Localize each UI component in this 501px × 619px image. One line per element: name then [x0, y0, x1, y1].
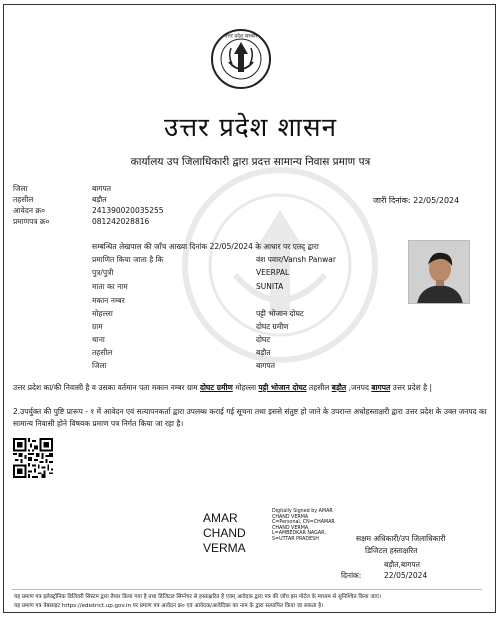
field-label-tehsil: तहसील [92, 348, 113, 357]
meta-value-certificate-no: 081242028816 [92, 217, 150, 226]
field-label-house-no: मकान नम्बर [92, 296, 125, 305]
certificate-subtitle: कार्यालय उप जिलाधिकारी द्वारा प्रदत्त सामान्य निवास प्रमाण पत्र [130, 156, 371, 168]
field-label-parent: पुत्र/पुत्री [92, 268, 114, 277]
field-label-district: जिला [92, 361, 107, 370]
field-value-tehsil: बड़ौत [256, 348, 271, 357]
para-tehsil: बड़ौत [331, 383, 347, 392]
para-district: बागपत [371, 383, 391, 392]
sign-date-label: दिनांक: [341, 571, 362, 580]
field-value-mohalla: पट्टी भोजान दोघट [256, 309, 304, 318]
digital-signature-details: Digitally Signed by AMAR CHAND VERMA C=Personal, CN=CHAMAR CHAND VERMA, L=AMBEDKAR NAGAR, S=UTTAR PRADESH [272, 509, 335, 542]
intro-line: सम्बन्धित लेखपाल की जाँच आख्या दिनांक 22/05/2024 के आधार पर एतद् द्वारा [92, 242, 319, 251]
field-label-village: ग्राम [92, 322, 103, 331]
para-text-c: तहसील [306, 383, 332, 392]
digital-signed-label: डिजिटल हस्ताक्षरित [365, 546, 418, 555]
meta-label-tehsil: तहसील [13, 195, 34, 204]
watermark-emblem [180, 165, 380, 365]
meta-value-district: बागपत [92, 184, 111, 193]
para-text-d: ,जनपद [346, 383, 372, 392]
field-label-mother: माता का नाम [92, 282, 128, 291]
para-village: दोघट ग्रमीण [199, 383, 233, 392]
applicant-photo [408, 240, 470, 304]
meta-value-tehsil: बड़ौत [92, 195, 107, 204]
residence-paragraph [13, 382, 488, 394]
field-value-parent: VEERPAL [256, 268, 290, 277]
para-text-a: उत्तर प्रदेश का/की निवासी है व उसका वर्तमान पता मकान नम्बर ग्राम [13, 383, 200, 392]
footer-note-1: यह प्रमाण पत्र इलेक्ट्रॉनिक डिलिवरी सिस्टम द्वारा तैयार किया गया है तथा डिजिटल सिग्नेचर से हस्ताक्षरित है एवम् आवेदक द्वारा पत्र की जाँच इस पोर्टल के माध्यम से सुनिश्चित किया जाए। [14, 594, 381, 600]
issue-date: जारी दिनांक: 22/05/2024 [373, 196, 460, 205]
footer-note-2: यह प्रमाण पत्र वेबसाइट https://edistrict.up.gov.in पर प्रमाण पत्र आवेदन क्र० एवं आवेदक/आवेदिका का नाम के द्वारा सत्यापित किया जा सकता है। [14, 603, 324, 609]
field-value-district: बागपत [256, 361, 275, 370]
sign-date-value: 22/05/2024 [384, 571, 428, 580]
signer-name-line-1: AMAR [203, 511, 238, 525]
para-text-e: उत्तर प्रदेश है | [390, 383, 433, 392]
emblem-label: उत्तर प्रदेश सरकार [224, 33, 258, 40]
field-value-mother: SUNITA [256, 282, 284, 291]
authority-title: सक्षम अधिकारी/उप जिलाधिकारी [356, 534, 446, 543]
meta-label-district: जिला [13, 184, 28, 193]
field-value-name: वंश पवार/Vansh Panwar [256, 255, 336, 264]
signer-name-line-2: CHAND [203, 526, 246, 540]
footer-divider [12, 589, 482, 590]
meta-label-certificate-no: प्रमाणपत्र क्र० [13, 217, 50, 226]
state-emblem-icon [210, 28, 272, 90]
meta-value-application-no: 241390020035255 [92, 206, 164, 215]
para-text-b: मोहल्ला [232, 383, 259, 392]
signer-name-line-3: VERMA [203, 541, 246, 555]
page-title: उत्तर प्रदेश शासन [163, 113, 338, 143]
field-value-police-station: दोघट [256, 335, 271, 344]
verification-paragraph: 2.उपर्युक्त की पुष्टि प्रारूप - १ में आवेदन एवं सत्यापनकर्ता द्वारा उपलब्ध कराई गई सूचना तथा इससे संतुष्ट हो जाने के उपरान्त अधोहस्ताक्षरी द्वारा उत्तर प्रदेश के उक्त जनपद का सामान्य निवासी होने विषयक प्रमाण पत्र निर्गत किया जा रहा है। [13, 407, 487, 428]
meta-label-application-no: आवेदन क्र० [13, 206, 46, 215]
field-label-name: प्रमाणित किया जाता है कि [92, 255, 164, 264]
field-value-village: दोघट ग्रमीण [256, 322, 289, 331]
field-label-police-station: थाना [92, 335, 105, 344]
para-mohalla: पट्टी भोजान दोघट [258, 383, 307, 392]
qr-code [13, 438, 53, 478]
issue-place: बड़ौत,बागपत [384, 560, 420, 569]
field-label-mohalla: मोहल्ला [92, 309, 113, 318]
